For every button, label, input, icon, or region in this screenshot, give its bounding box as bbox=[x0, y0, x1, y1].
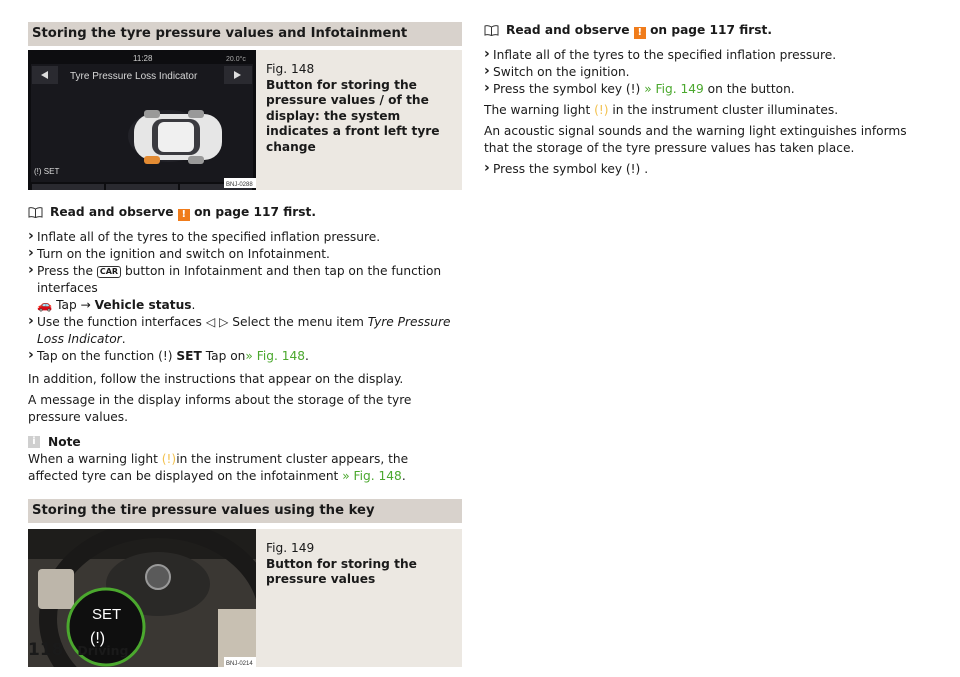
step-item: › Use the function interfaces ◁ ▷ Select the menu item Tyre Pressure Loss Indicator. bbox=[28, 314, 462, 348]
step-item: › Press the symbol key (!) . bbox=[484, 161, 934, 178]
figure-reference-link[interactable]: » Fig. 149 bbox=[644, 82, 704, 96]
step-item: › Inflate all of the tyres to the specified inflation pressure. bbox=[28, 229, 462, 246]
tyre-pressure-icon: (!) bbox=[158, 349, 173, 363]
step-item: › Press the symbol key (!) » Fig. 149 on the button. bbox=[484, 81, 934, 98]
figure-reference-link[interactable]: » Fig. 148 bbox=[342, 469, 402, 483]
figure-149-caption bbox=[266, 541, 456, 588]
read-first-notice: Read and observe ! on page 117 first. bbox=[484, 22, 934, 39]
figure-caption-text: Button for storing the pressure values bbox=[266, 556, 417, 586]
tyre-pressure-icon: (!) bbox=[625, 162, 641, 176]
step-item: › Turn on the ignition and switch on Infotainment. bbox=[28, 246, 462, 263]
infotainment-screen-image bbox=[28, 50, 256, 190]
paragraph: In addition, follow the instructions that appear on the display. bbox=[28, 372, 404, 386]
step-item: › Switch on the ignition. bbox=[484, 64, 934, 81]
note-text: When a warning light (!)in the instrument cluster appears, the affected tyre can be displayed on the infotainment » Fig. 148. bbox=[28, 452, 409, 483]
screen-set-label: (!) SET bbox=[34, 167, 60, 176]
screen-temp: 20.0°c bbox=[226, 56, 246, 63]
figure-code: BNJ-0214 bbox=[226, 661, 253, 667]
car-icon: 🚗 bbox=[37, 298, 53, 312]
figure-number: Fig. 148 bbox=[266, 62, 315, 76]
set-button-label: SET bbox=[92, 606, 122, 623]
warning-icon: ! bbox=[634, 27, 646, 39]
page-footer bbox=[28, 642, 128, 660]
section-heading: Storing the tyre pressure values and Infotainment bbox=[28, 22, 462, 46]
figure-code: BNJ-0288 bbox=[226, 182, 253, 188]
book-icon bbox=[484, 24, 499, 41]
tyre-pressure-warning-icon: (!) bbox=[161, 452, 177, 466]
section-heading: Storing the tire pressure values using the key bbox=[28, 499, 462, 523]
paragraph: An acoustic signal sounds and the warning light extinguishes informs that the storage of the tyre pressure values has taken place. bbox=[484, 124, 907, 155]
tyre-pressure-icon: (!) bbox=[625, 82, 641, 96]
note-heading: i Note bbox=[28, 434, 462, 451]
step-item: › Tap on the function (!) SET Tap on» Fig. 148. bbox=[28, 348, 462, 365]
step-item: › Inflate all of the tyres to the specified inflation pressure. bbox=[484, 47, 934, 64]
figure-caption-text: Button for storing the pressure values / of the display: the system indicates a front left tyre change bbox=[266, 77, 440, 154]
figure-148 bbox=[28, 50, 462, 190]
book-icon bbox=[28, 206, 43, 223]
screen-time: 11:28 bbox=[133, 54, 153, 63]
footer-section-name: Driving bbox=[77, 643, 129, 658]
steps-list bbox=[484, 47, 934, 98]
left-column bbox=[28, 22, 462, 667]
paragraph: The warning light (!) in the instrument cluster illuminates. bbox=[484, 103, 839, 117]
steps-list bbox=[28, 229, 462, 365]
figure-reference-link[interactable]: » Fig. 148 bbox=[245, 349, 305, 363]
screen-title: Tyre Pressure Loss Indicator bbox=[70, 71, 198, 82]
read-first-notice: Read and observe ! on page 117 first. bbox=[28, 204, 462, 221]
info-icon: i bbox=[28, 436, 40, 448]
figure-number: Fig. 149 bbox=[266, 541, 315, 555]
svg-text:(!): (!) bbox=[90, 630, 106, 647]
figure-148-caption bbox=[266, 62, 456, 155]
tyre-pressure-warning-icon: (!) bbox=[594, 103, 609, 117]
car-key-icon: CAR bbox=[97, 266, 121, 278]
warning-icon: ! bbox=[178, 209, 190, 221]
step-item: › Press the CAR button in Infotainment and then tap on the function interfaces 🚗 Tap → Vehicle status. bbox=[28, 263, 462, 314]
page-number: 118 bbox=[28, 640, 64, 660]
right-column bbox=[484, 22, 934, 178]
paragraph: A message in the display informs about the storage of the tyre pressure values. bbox=[28, 393, 412, 424]
